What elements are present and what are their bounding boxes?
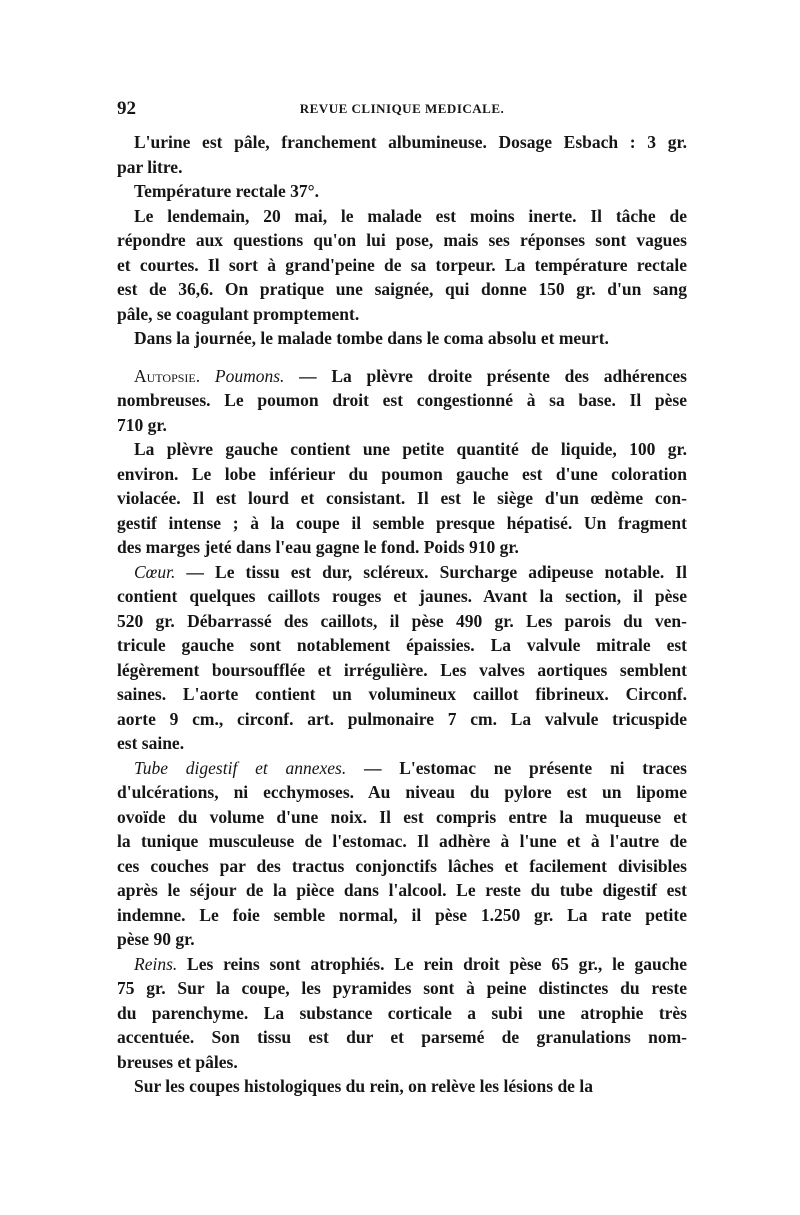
line-text: la tunique musculeuse de l'estomac. Il adhère à l'une et à l'autre de — [117, 831, 687, 851]
text-line — [117, 731, 687, 756]
line-text: Température rectale 37°. — [134, 181, 320, 201]
line-text: contient quelques caillots rouges et jaunes. Avant la section, il pèse — [117, 586, 687, 606]
text-line — [117, 253, 687, 278]
line-text: — La plèvre droite présente des adhérences — [284, 365, 687, 386]
paragraph — [117, 560, 687, 756]
text-line — [117, 1025, 687, 1050]
paragraph — [117, 130, 687, 179]
text-line — [117, 155, 687, 180]
text-line — [117, 228, 687, 253]
line-text: accentuée. Son tissu est dur et parsemé de granulations nom- — [117, 1027, 687, 1047]
line-text: des marges jeté dans l'eau gagne le fond. Poids 910 gr. — [117, 537, 519, 557]
text-line — [117, 780, 687, 805]
text-line — [117, 584, 687, 609]
text-line — [117, 486, 687, 511]
line-text: tricule gauche sont notablement épaissies. La valvule mitrale est — [117, 635, 687, 655]
line-text: d'ulcérations, ni ecchymoses. Au niveau du pylore est un lipome — [117, 782, 687, 802]
text-line — [117, 511, 687, 536]
paragraph — [117, 952, 687, 1075]
text-line — [117, 707, 687, 732]
text-line — [117, 388, 687, 413]
line-text: 75 gr. Sur la coupe, les pyramides sont à peine distinctes du reste — [117, 978, 687, 998]
text-line — [117, 1074, 687, 1099]
text-line — [117, 829, 687, 854]
paragraph — [117, 756, 687, 952]
line-text: La plèvre gauche contient une petite quantité de liquide, 100 gr. — [134, 439, 687, 459]
line-text: est de 36,6. On pratique une saignée, qui donne 150 gr. d'un sang — [117, 279, 687, 299]
text-line — [117, 204, 687, 229]
text-line — [117, 952, 687, 977]
text-line — [117, 462, 687, 487]
text-line — [117, 878, 687, 903]
text-line — [117, 609, 687, 634]
line-text: L'urine est pâle, franchement albumineuse. Dosage Esbach : 3 gr. — [134, 132, 687, 152]
line-text: Le lendemain, 20 mai, le malade est moins inerte. Il tâche de — [134, 205, 687, 226]
running-head: REVUE CLINIQUE MEDICALE. — [299, 101, 505, 116]
line-text: breuses et pâles. — [117, 1051, 238, 1072]
text-line — [117, 756, 687, 781]
paragraph — [117, 437, 687, 560]
line-text: pâle, se coagulant promptement. — [117, 303, 360, 324]
paragraph — [117, 179, 687, 204]
text-line — [117, 130, 687, 155]
line-text: ovoïde du volume d'une noix. Il est compris entre la muqueuse et — [117, 806, 687, 827]
body-text — [117, 130, 687, 1099]
paragraph — [117, 364, 687, 438]
text-line — [117, 682, 687, 707]
line-text: pèse 90 gr. — [117, 929, 195, 949]
text-line — [117, 413, 687, 438]
line-text: Sur les coupes histologiques du rein, on relève les lésions de la — [134, 1076, 593, 1096]
text-line — [117, 179, 687, 204]
line-text: légèrement boursoufflée et irrégulière. Les valves aortiques semblent — [117, 659, 687, 680]
text-line — [117, 437, 687, 462]
line-text: Les reins sont atrophiés. Le rein droit pèse 65 gr., le gauche — [177, 953, 687, 974]
page-header — [117, 98, 687, 122]
line-text: 520 gr. Débarrassé des caillots, il pèse 490 gr. Les parois du ven- — [117, 610, 687, 631]
text-line — [117, 364, 687, 389]
text-line — [117, 976, 687, 1001]
line-text: Dans la journée, le malade tombe dans le coma absolu et meurt. — [134, 328, 609, 348]
line-text: indemne. Le foie semble normal, il pèse 1.250 gr. La rate petite — [117, 904, 687, 925]
text-line — [117, 927, 687, 952]
text-line — [117, 535, 687, 560]
paragraph — [117, 326, 687, 351]
organ-heading: Reins. — [134, 953, 178, 974]
line-text: nombreuses. Le poumon droit est congestionné à sa base. Il pèse — [117, 390, 687, 410]
line-text: par litre. — [117, 156, 183, 177]
organ-heading: Tube digestif et annexes. — [134, 757, 347, 778]
text-line — [117, 302, 687, 327]
text-line — [117, 277, 687, 302]
line-text: violacée. Il est lourd et consistant. Il est le siège d'un œdème con- — [117, 488, 687, 508]
organ-heading: Cœur. — [134, 561, 176, 582]
text-line — [117, 560, 687, 585]
text-line — [117, 633, 687, 658]
text-line — [117, 903, 687, 928]
page-number: 92 — [117, 98, 136, 119]
section-lead: Autopsie. — [134, 365, 215, 386]
paragraph — [117, 204, 687, 327]
line-text: — L'estomac ne présente ni traces — [346, 757, 687, 778]
line-text: du parenchyme. La substance corticale a subi une atrophie très — [117, 1002, 687, 1023]
line-text: — Le tissu est dur, scléreux. Surcharge adipeuse notable. Il — [175, 561, 687, 582]
line-text: et courtes. Il sort à grand'peine de sa torpeur. La température rectale — [117, 254, 687, 275]
text-line — [117, 854, 687, 879]
line-text: ces couches par des tractus conjonctifs lâches et facilement divisibles — [117, 855, 687, 876]
line-text: répondre aux questions qu'on lui pose, mais ses réponses sont vagues — [117, 230, 687, 250]
paragraph — [117, 1074, 687, 1099]
text-line — [117, 1050, 687, 1075]
line-text: gestif intense ; à la coupe il semble presque hépatisé. Un fragment — [117, 512, 687, 533]
organ-heading: Poumons. — [214, 365, 285, 386]
line-text: après le séjour de la pièce dans l'alcool. Le reste du tube digestif est — [117, 880, 687, 900]
line-text: saines. L'aorte contient un volumineux caillot fibrineux. Circonf. — [117, 684, 687, 704]
text-line — [117, 805, 687, 830]
text-line — [117, 1001, 687, 1026]
line-text: est saine. — [117, 733, 185, 753]
text-line — [117, 658, 687, 683]
line-text: aorte 9 cm., circonf. art. pulmonaire 7 cm. La valvule tricuspide — [117, 708, 687, 729]
line-text: environ. Le lobe inférieur du poumon gauche est d'une coloration — [117, 463, 687, 484]
line-text: 710 gr. — [117, 414, 167, 435]
text-line — [117, 326, 687, 351]
